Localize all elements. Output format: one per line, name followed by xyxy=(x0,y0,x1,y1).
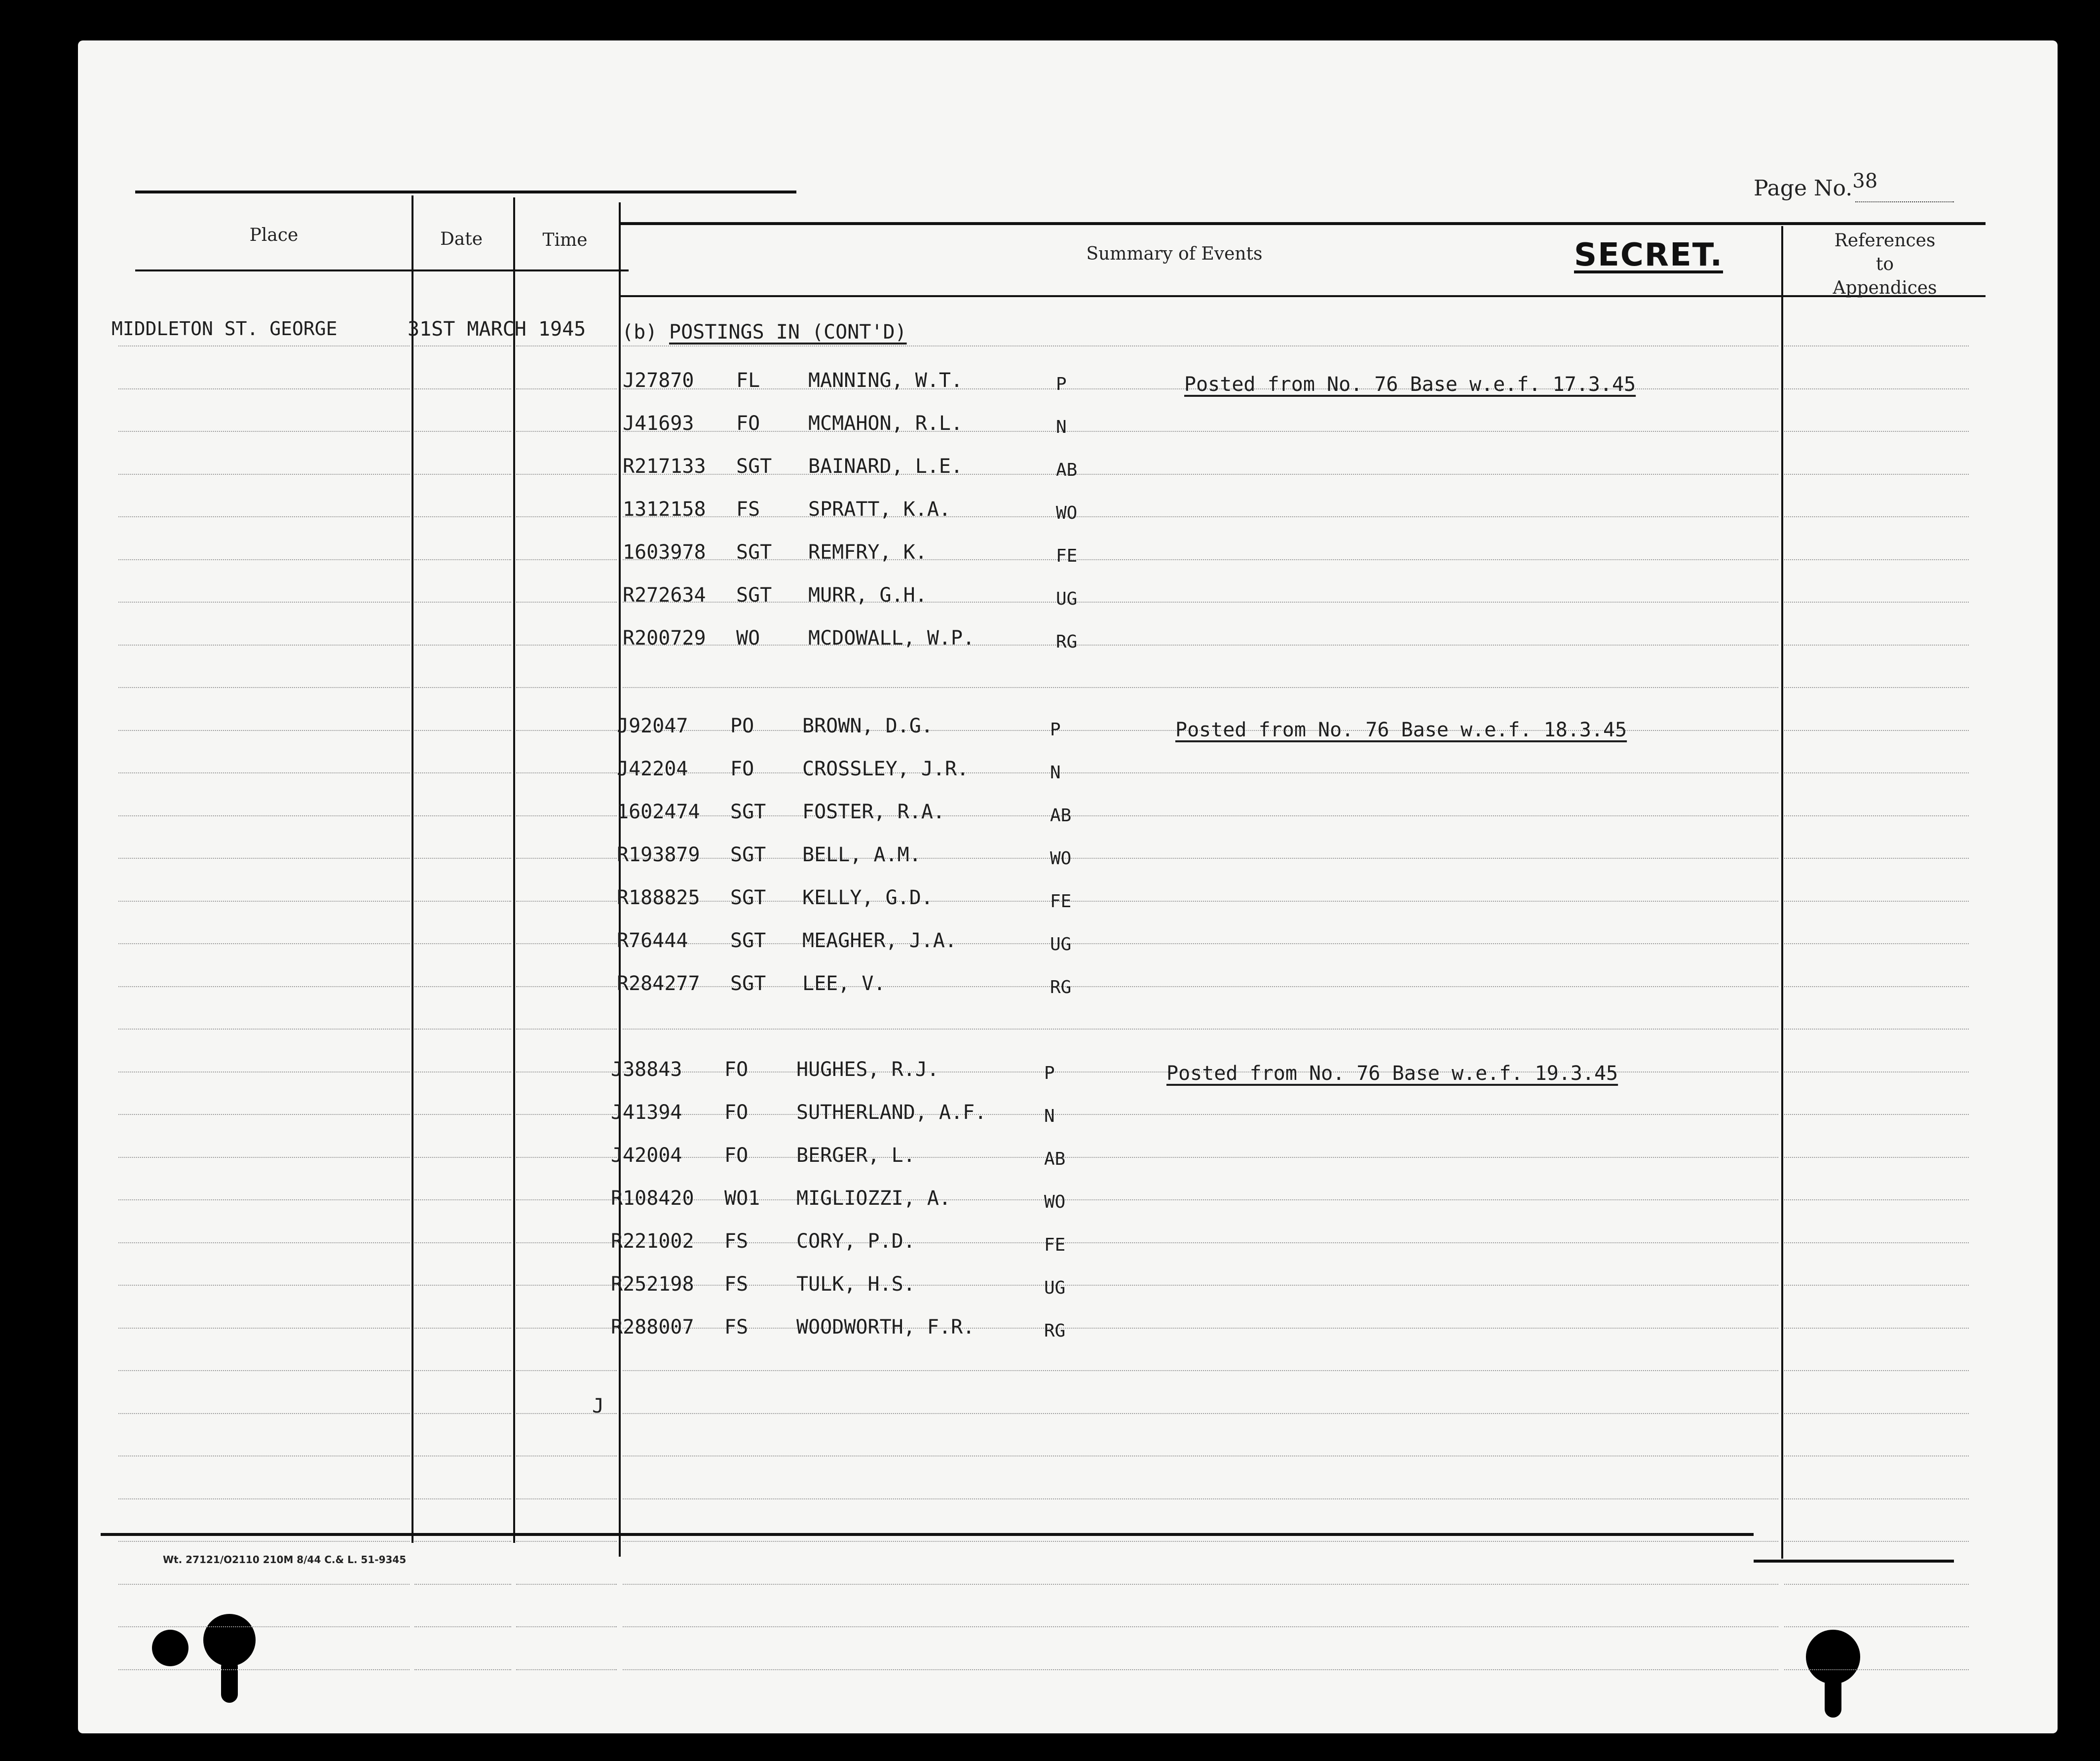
posting-role: UG xyxy=(1056,589,1078,609)
posting-role: AB xyxy=(1056,460,1078,480)
entry-heading: POSTINGS IN (CONT'D) xyxy=(669,321,907,344)
page-number-value: 38 xyxy=(1852,170,1878,192)
ruled-line xyxy=(118,602,410,603)
ruled-line xyxy=(1784,388,1969,389)
ruled-line xyxy=(516,345,617,346)
form-footer: Wt. 27121/O2110 210M 8/44 C.& L. 51-9345 xyxy=(163,1554,407,1566)
ruled-line xyxy=(118,645,410,646)
ruled-line xyxy=(1784,1328,1969,1329)
ruled-line xyxy=(516,1584,617,1585)
ruled-line xyxy=(414,474,511,475)
ruled-line xyxy=(516,1455,617,1456)
ruled-line xyxy=(414,1455,511,1456)
posting-role: AB xyxy=(1044,1149,1066,1169)
posting-name: BAINARD, L.E. xyxy=(808,455,963,478)
posting-rank: WO1 xyxy=(724,1187,760,1210)
punch-hole-tab-stem xyxy=(1825,1673,1841,1718)
posting-role: AB xyxy=(1050,805,1072,826)
ruled-line xyxy=(118,1455,410,1456)
posting-note: Posted from No. 76 Base w.e.f. 18.3.45 xyxy=(1175,719,1627,741)
ruled-line xyxy=(118,474,410,475)
posting-role: FE xyxy=(1056,546,1078,566)
ruled-line xyxy=(1784,1285,1969,1286)
classification-secret: SECRET. xyxy=(1574,237,1724,273)
ruled-line xyxy=(118,1498,410,1499)
rule-time-summary xyxy=(619,202,621,1557)
posting-number: R252198 xyxy=(611,1273,694,1296)
ruled-line xyxy=(118,1370,410,1371)
entry-place: MIDDLETON ST. GEORGE xyxy=(112,318,338,340)
posting-role: RG xyxy=(1056,632,1078,652)
posting-role: FE xyxy=(1050,891,1072,912)
ruled-line xyxy=(623,645,1778,646)
ruled-line xyxy=(516,1199,617,1200)
posting-name: MURR, G.H. xyxy=(808,584,927,607)
ruled-line xyxy=(623,516,1778,517)
posting-name: MCMAHON, R.L. xyxy=(808,412,963,435)
ruled-line xyxy=(516,943,617,944)
ruled-line xyxy=(118,1242,410,1243)
ruled-line xyxy=(1784,1541,1969,1542)
entry-heading-prefix: (b) xyxy=(622,321,658,344)
posting-rank: FO xyxy=(724,1101,749,1124)
ruled-line xyxy=(414,1029,511,1030)
ruled-line xyxy=(623,1413,1778,1414)
ruled-line xyxy=(414,1114,511,1115)
posting-name: TULK, H.S. xyxy=(796,1273,915,1296)
ruled-line xyxy=(1784,1498,1969,1499)
posting-number: R217133 xyxy=(623,455,706,478)
ruled-line xyxy=(623,943,1778,944)
posting-name: WOODWORTH, F.R. xyxy=(796,1316,975,1339)
ruled-line xyxy=(1784,1114,1969,1115)
ruled-line xyxy=(516,1626,617,1627)
ruled-line xyxy=(623,1029,1778,1030)
posting-role: RG xyxy=(1050,977,1072,997)
posting-name: CORY, P.D. xyxy=(796,1230,915,1253)
ruled-line xyxy=(118,858,410,859)
posting-name: FOSTER, R.A. xyxy=(802,801,945,823)
ruled-line xyxy=(118,388,410,389)
references-line-2: to xyxy=(1875,254,1894,274)
posting-rank: FO xyxy=(724,1144,749,1167)
posting-rank: PO xyxy=(730,715,754,737)
posting-name: BELL, A.M. xyxy=(802,843,921,866)
posting-number: R221002 xyxy=(611,1230,694,1253)
ruled-line xyxy=(414,559,511,560)
ruled-line xyxy=(414,1413,511,1414)
ruled-line xyxy=(1784,1626,1969,1627)
posting-number: R200729 xyxy=(623,627,706,650)
ruled-line xyxy=(516,431,617,432)
ruled-line xyxy=(414,1242,511,1243)
posting-name: KELLY, G.D. xyxy=(802,886,933,909)
header-top-rule-right xyxy=(619,222,1986,225)
posting-rank: FO xyxy=(730,758,754,780)
ruled-line xyxy=(118,1157,410,1158)
ruled-line xyxy=(516,1669,617,1670)
posting-rank: WO xyxy=(736,627,760,650)
posting-number: R284277 xyxy=(617,972,700,995)
posting-number: R288007 xyxy=(611,1316,694,1339)
ruled-line xyxy=(1784,1413,1969,1414)
posting-name: CROSSLEY, J.R. xyxy=(802,758,969,780)
ruled-line xyxy=(118,1199,410,1200)
ruled-line xyxy=(1784,986,1969,987)
ruled-line xyxy=(414,1285,511,1286)
ruled-line xyxy=(623,1455,1778,1456)
posting-number: R76444 xyxy=(617,929,688,952)
references-line-3: Appendices xyxy=(1833,278,1937,298)
ruled-line xyxy=(118,986,410,987)
ruled-line xyxy=(1784,345,1969,346)
ruled-line xyxy=(414,1541,511,1542)
ruled-line xyxy=(414,986,511,987)
posting-role: WO xyxy=(1056,503,1078,523)
ruled-line xyxy=(516,559,617,560)
ruled-line xyxy=(118,815,410,816)
references-line-1: References xyxy=(1834,230,1936,251)
posting-role: WO xyxy=(1050,848,1072,869)
ruled-line xyxy=(1784,516,1969,517)
posting-role: FE xyxy=(1044,1235,1066,1255)
posting-number: J92047 xyxy=(617,715,688,737)
posting-rank: SGT xyxy=(736,584,772,607)
ruled-line xyxy=(414,1669,511,1670)
ruled-line xyxy=(623,772,1778,773)
ruled-line xyxy=(414,1328,511,1329)
ruled-line xyxy=(623,559,1778,560)
ruled-line xyxy=(118,516,410,517)
ruled-line xyxy=(516,986,617,987)
ruled-line xyxy=(623,687,1778,688)
posting-rank: SGT xyxy=(730,929,766,952)
posting-rank: FO xyxy=(736,412,760,435)
ruled-line xyxy=(623,431,1778,432)
posting-rank: FS xyxy=(736,498,760,521)
ruled-line xyxy=(516,901,617,902)
posting-number: J42204 xyxy=(617,758,688,780)
posting-name: LEE, V. xyxy=(802,972,886,995)
ruled-line xyxy=(414,645,511,646)
posting-name: SUTHERLAND, A.F. xyxy=(796,1101,987,1124)
ruled-line xyxy=(118,1669,410,1670)
ruled-line xyxy=(623,858,1778,859)
ruled-line xyxy=(623,1669,1778,1670)
page-number-underline xyxy=(1855,201,1954,203)
ruled-line xyxy=(118,1114,410,1115)
ruled-line xyxy=(118,901,410,902)
ruled-line xyxy=(623,1584,1778,1585)
posting-name: HUGHES, R.J. xyxy=(796,1058,939,1081)
posting-name: REMFRY, K. xyxy=(808,541,927,564)
ruled-line xyxy=(623,986,1778,987)
punch-hole-tab-stem xyxy=(221,1658,238,1703)
posting-role: WO xyxy=(1044,1192,1066,1212)
posting-name: SPRATT, K.A. xyxy=(808,498,951,521)
ruled-line xyxy=(516,388,617,389)
ruled-line xyxy=(1784,645,1969,646)
posting-number: R272634 xyxy=(623,584,706,607)
ruled-line xyxy=(516,1541,617,1542)
ruled-line xyxy=(118,772,410,773)
ruled-line xyxy=(1784,559,1969,560)
ruled-line xyxy=(623,474,1778,475)
ruled-line xyxy=(516,1370,617,1371)
posting-number: 1602474 xyxy=(617,801,700,823)
ruled-line xyxy=(516,1157,617,1158)
ruled-line xyxy=(118,1541,410,1542)
ruled-line xyxy=(516,1029,617,1030)
posting-role: N xyxy=(1050,763,1061,783)
rule-place-date xyxy=(412,195,413,1543)
ruled-line xyxy=(118,1029,410,1030)
posting-rank: SGT xyxy=(736,541,772,564)
posting-number: J41394 xyxy=(611,1101,682,1124)
rule-summary-references xyxy=(1781,226,1783,1559)
ruled-line xyxy=(414,901,511,902)
ruled-line xyxy=(118,1626,410,1627)
ruled-line xyxy=(1784,858,1969,859)
ruled-line xyxy=(516,1328,617,1329)
ruled-line xyxy=(414,1199,511,1200)
posting-rank: FL xyxy=(736,369,760,392)
posting-role: UG xyxy=(1044,1278,1066,1298)
form-sheet xyxy=(78,40,2058,1733)
ruled-line xyxy=(414,1584,511,1585)
column-header-place: Place xyxy=(249,225,299,245)
posting-rank: SGT xyxy=(730,843,766,866)
posting-role: P xyxy=(1044,1063,1055,1083)
ruled-line xyxy=(118,1328,410,1329)
form-bottom-rule xyxy=(101,1533,1754,1536)
ruled-line xyxy=(623,901,1778,902)
ruled-line xyxy=(414,815,511,816)
ruled-line xyxy=(1784,901,1969,902)
posting-role: UG xyxy=(1050,934,1072,955)
posting-note: Posted from No. 76 Base w.e.f. 19.3.45 xyxy=(1166,1062,1618,1085)
posting-rank: FS xyxy=(724,1230,749,1253)
posting-rank: SGT xyxy=(730,972,766,995)
ruled-line xyxy=(118,1584,410,1585)
ruled-line xyxy=(1784,431,1969,432)
page-number xyxy=(1754,170,1878,201)
ruled-line xyxy=(516,772,617,773)
posting-number: J38843 xyxy=(611,1058,682,1081)
ruled-line xyxy=(414,516,511,517)
form-bottom-rule-right xyxy=(1754,1560,1954,1563)
ruled-line xyxy=(1784,1455,1969,1456)
ruled-line xyxy=(414,772,511,773)
entry-date: 31ST MARCH 1945 xyxy=(408,318,586,341)
posting-name: MEAGHER, J.A. xyxy=(802,929,957,952)
posting-name: BERGER, L. xyxy=(796,1144,915,1167)
ruled-line xyxy=(414,1498,511,1499)
ruled-line xyxy=(118,431,410,432)
posting-rank: SGT xyxy=(730,886,766,909)
ruled-line xyxy=(1784,474,1969,475)
posting-number: J27870 xyxy=(623,369,694,392)
ruled-line xyxy=(414,1626,511,1627)
ruled-line xyxy=(1784,730,1969,731)
ruled-line xyxy=(623,602,1778,603)
posting-rank: SGT xyxy=(736,455,772,478)
ruled-line xyxy=(1784,1157,1969,1158)
ruled-line xyxy=(1784,1370,1969,1371)
ruled-line xyxy=(1784,1669,1969,1670)
posting-number: R108420 xyxy=(611,1187,694,1210)
posting-name: MANNING, W.T. xyxy=(808,369,963,392)
ruled-line xyxy=(1784,943,1969,944)
ruled-line xyxy=(516,474,617,475)
ruled-line xyxy=(414,1370,511,1371)
ruled-line xyxy=(623,815,1778,816)
ruled-line xyxy=(516,1242,617,1243)
posting-number: R193879 xyxy=(617,843,700,866)
ruled-line xyxy=(1784,1584,1969,1585)
posting-rank: FS xyxy=(724,1316,749,1339)
ruled-line xyxy=(516,1285,617,1286)
ruled-line xyxy=(414,431,511,432)
ruled-line xyxy=(414,858,511,859)
ruled-line xyxy=(118,345,410,346)
ruled-line xyxy=(414,602,511,603)
posting-number: J41693 xyxy=(623,412,694,435)
posting-number: R188825 xyxy=(617,886,700,909)
ruled-line xyxy=(414,1157,511,1158)
ruled-line xyxy=(118,559,410,560)
ruled-line xyxy=(1784,1199,1969,1200)
column-header-references xyxy=(1796,229,1974,300)
rule-date-time xyxy=(513,197,515,1543)
ruled-line xyxy=(516,602,617,603)
ruled-line xyxy=(623,1541,1778,1542)
ruled-line xyxy=(118,943,410,944)
ruled-line xyxy=(516,516,617,517)
posting-number: J42004 xyxy=(611,1144,682,1167)
ruled-line xyxy=(1784,1242,1969,1243)
ruled-line xyxy=(1784,602,1969,603)
ruled-line xyxy=(414,730,511,731)
ruled-line xyxy=(516,858,617,859)
ruled-line xyxy=(1784,772,1969,773)
posting-name: BROWN, D.G. xyxy=(802,715,933,737)
ruled-line xyxy=(118,687,410,688)
ruled-line xyxy=(414,943,511,944)
ruled-line xyxy=(414,345,511,346)
page-number-label: Page No. xyxy=(1754,176,1853,201)
ruled-line xyxy=(516,1114,617,1115)
header-top-rule xyxy=(135,191,796,193)
ruled-line xyxy=(118,730,410,731)
posting-rank: FS xyxy=(724,1273,749,1296)
posting-number: 1312158 xyxy=(623,498,706,521)
ruled-line xyxy=(1784,687,1969,688)
ruled-line xyxy=(516,815,617,816)
ruled-line xyxy=(1784,1029,1969,1030)
posting-role: P xyxy=(1056,374,1067,394)
ruled-line xyxy=(414,687,511,688)
punch-hole xyxy=(152,1630,188,1666)
column-header-time: Time xyxy=(542,230,588,250)
posting-role: N xyxy=(1044,1106,1055,1126)
posting-name: MIGLIOZZI, A. xyxy=(796,1187,951,1210)
trailing-mark: J xyxy=(592,1395,604,1417)
ruled-line xyxy=(414,388,511,389)
posting-note: Posted from No. 76 Base w.e.f. 17.3.45 xyxy=(1184,373,1636,396)
posting-role: P xyxy=(1050,720,1061,740)
ruled-line xyxy=(623,1626,1778,1627)
ruled-line xyxy=(118,1413,410,1414)
column-header-summary: Summary of Events xyxy=(1086,244,1263,264)
ruled-line xyxy=(516,687,617,688)
column-header-date: Date xyxy=(440,229,483,249)
ruled-line xyxy=(516,730,617,731)
posting-number: 1603978 xyxy=(623,541,706,564)
header-bottom-rule xyxy=(135,269,629,271)
ruled-line xyxy=(1784,815,1969,816)
posting-rank: SGT xyxy=(730,801,766,823)
posting-role: N xyxy=(1056,417,1067,437)
ruled-line xyxy=(623,1370,1778,1371)
ruled-line xyxy=(118,1285,410,1286)
posting-name: MCDOWALL, W.P. xyxy=(808,627,975,650)
header-bottom-rule-right xyxy=(619,295,1986,297)
ruled-line xyxy=(516,645,617,646)
ruled-line xyxy=(516,1498,617,1499)
posting-role: RG xyxy=(1044,1321,1066,1341)
ruled-line xyxy=(623,1498,1778,1499)
ruled-line xyxy=(623,345,1778,346)
posting-rank: FO xyxy=(724,1058,749,1081)
